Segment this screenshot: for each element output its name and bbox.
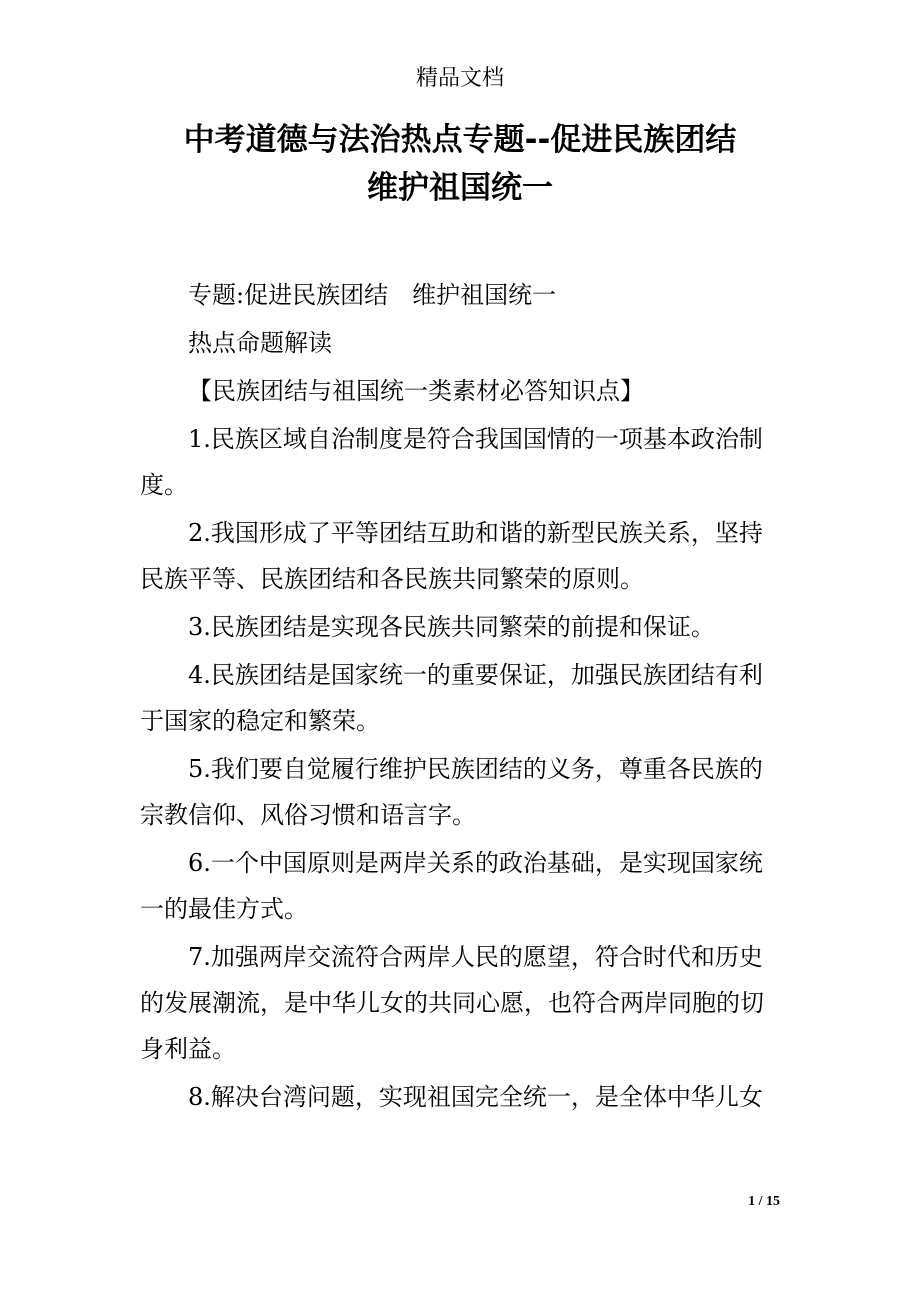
document-title	[100, 116, 820, 212]
document-body	[140, 272, 782, 1122]
section-heading: 热点命题解读	[188, 329, 332, 357]
point-7: 7.加强两岸交流符合两岸人民的愿望，符合时代和历史的发展潮流，是中华儿女的共同心愿，也符合两岸同胞的切身利益。	[140, 943, 764, 1063]
point-3: 3.民族团结是实现各民族共同繁荣的前提和保证。	[188, 613, 715, 641]
page-number: 1 / 15	[748, 1194, 780, 1209]
point-1: 1.民族区域自治制度是符合我国国情的一项基本政治制度。	[140, 425, 763, 499]
point-2: 2.我国形成了平等团结互助和谐的新型民族关系，坚持民族平等、民族团结和各民族共同繁荣的原则。	[140, 519, 763, 593]
topic-line: 专题:促进民族团结 维护祖国统一	[188, 281, 557, 309]
point-4: 4.民族团结是国家统一的重要保证，加强民族团结有利于国家的稳定和繁荣。	[140, 661, 763, 735]
point-8: 8.解决台湾问题，实现祖国完全统一，是全体中华儿女	[188, 1083, 763, 1111]
header-label: 精品文档	[415, 66, 504, 91]
subheading: 【民族团结与祖国统一类素材必答知识点】	[188, 377, 644, 405]
point-6: 6.一个中国原则是两岸关系的政治基础，是实现国家统一的最佳方式。	[140, 849, 763, 923]
title-line-1: 中考道德与法治热点专题--促进民族团结	[183, 122, 737, 158]
point-5: 5.我们要自觉履行维护民族团结的义务，尊重各民族的宗教信仰、风俗习惯和语言字。	[140, 755, 763, 829]
title-line-2: 维护祖国统一	[367, 170, 553, 206]
